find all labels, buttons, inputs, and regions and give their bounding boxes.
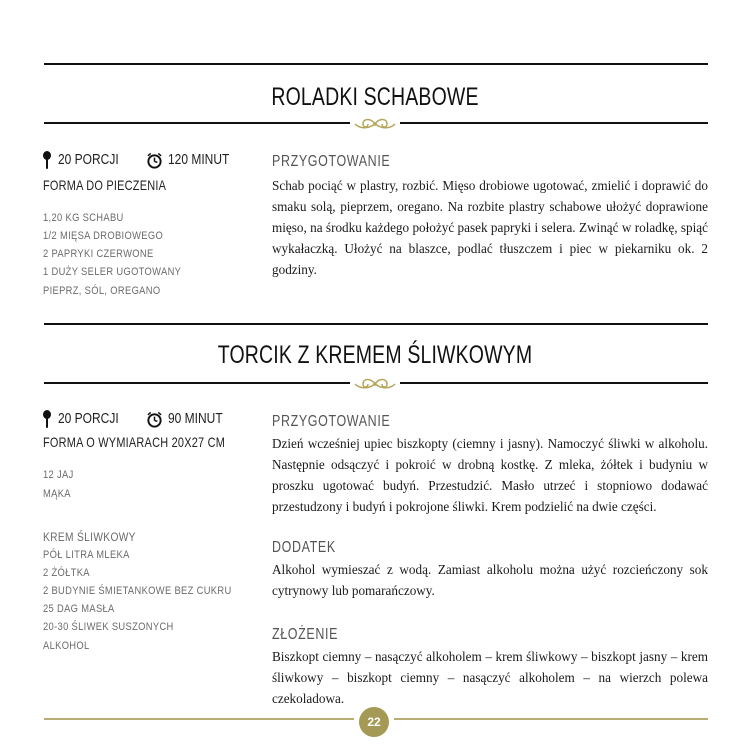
recipe-meta [42,149,245,171]
ingredient-item: 1 DUŻY SELER UGOTOWANY [43,266,182,278]
time-label: 120 MINUT [167,151,230,168]
baking-form: FORMA O WYMIARACH 20X27 CM [43,434,226,450]
ingredient-item: 12 JAJ [43,469,74,481]
section-heading: PRZYGOTOWANIE [272,153,391,170]
portions-label: 20 PORCJI [58,410,119,427]
timer-icon [146,152,163,169]
recipe-title: ROLADKI SCHABOWE [271,83,479,111]
ingredient-item: 2 PAPRYKI CZERWONE [43,248,154,260]
ingredient-item: ALKOHOL [43,640,90,652]
section-text: Schab pociąć w plastry, rozbić. Mięso drobiowe ugotować, zmielić i doprawić do smaku solą, pieprzem, oregano. Na rozbite plastry schabowe ułożyć doprawione mięso, na środku każdego położyć pasek papryki i selera. Zwinąć w roladkę, spiąć wykałaczką. Ułożyć na blaszce, podlać tłuszczem i piec w piekarniku ok. 2 godziny. [272,178,708,277]
ingredient-item: MĄKA [43,488,71,500]
title-underline-left [44,122,350,124]
ingredient-item: 1/2 MIĘSA DROBIOWEGO [43,230,164,242]
time-label: 90 MINUT [167,410,223,427]
section-heading: PRZYGOTOWANIE [272,413,391,430]
ingredient-item: PIEPRZ, SÓL, OREGANO [43,285,161,297]
gold-flourish-icon [353,376,397,392]
top-rule [44,63,708,65]
ingredient-item: 20-30 ŚLIWEK SUSZONYCH [43,621,174,633]
page-number-badge: 22 [359,707,389,737]
footer-rule-right [394,718,708,720]
ingredient-item: 25 DAG MASŁA [43,603,115,615]
ingredient-item: 1,20 KG SCHABU [43,212,124,224]
section-text: Biszkopt ciemny – nasączyć alkoholem – krem śliwkowy – biszkopt jasny – krem śliwkowy – biszkopt ciemny – nasączyć alkoholem – na wierzch polewa czekoladowa. [272,649,708,706]
title-underline-left [44,382,350,384]
spoon-icon [42,410,52,428]
section-heading: DODATEK [272,539,336,556]
timer-icon [146,411,163,428]
title-underline-right [400,122,708,124]
recipe-meta [42,408,236,430]
ingredient-item: 2 BUDYNIE ŚMIETANKOWE BEZ CUKRU [43,585,232,597]
spoon-icon [42,151,52,169]
baking-form: FORMA DO PIECZENIA [43,177,167,193]
section-heading: ZŁOŻENIE [272,626,339,643]
ingredient-item: 2 ŻÓŁTKA [43,567,90,579]
ingredient-group-heading: KREM ŚLIWKOWY [43,530,136,544]
section-text: Dzień wcześniej upiec biszkopty (ciemny i jasny). Namoczyć śliwki w alkoholu. Następnie odsączyć i pokroić w drobną kostkę. Z mleka, żółtek i budyniu w proszku ugotować budyń. Przestudzić. Masło utrzeć i stopniowo dodawać przestudzony i budyń i pokrojone śliwki. Krem podzielić na dwie części. [272,436,708,514]
gold-flourish-icon [353,116,397,132]
section-text: Alkohol wymieszać z wodą. Zamiast alkoholu można użyć rozcieńczony sok cytrynowy lub pomarańczowy. [272,562,708,598]
title-underline-right [400,382,708,384]
portions-label: 20 PORCJI [58,151,119,168]
footer-rule-left [44,718,354,720]
separator-rule [44,323,708,325]
recipe-title: TORCIK Z KREMEM ŚLIWKOWYM [217,341,533,369]
ingredient-item: PÓŁ LITRA MLEKA [43,549,130,561]
